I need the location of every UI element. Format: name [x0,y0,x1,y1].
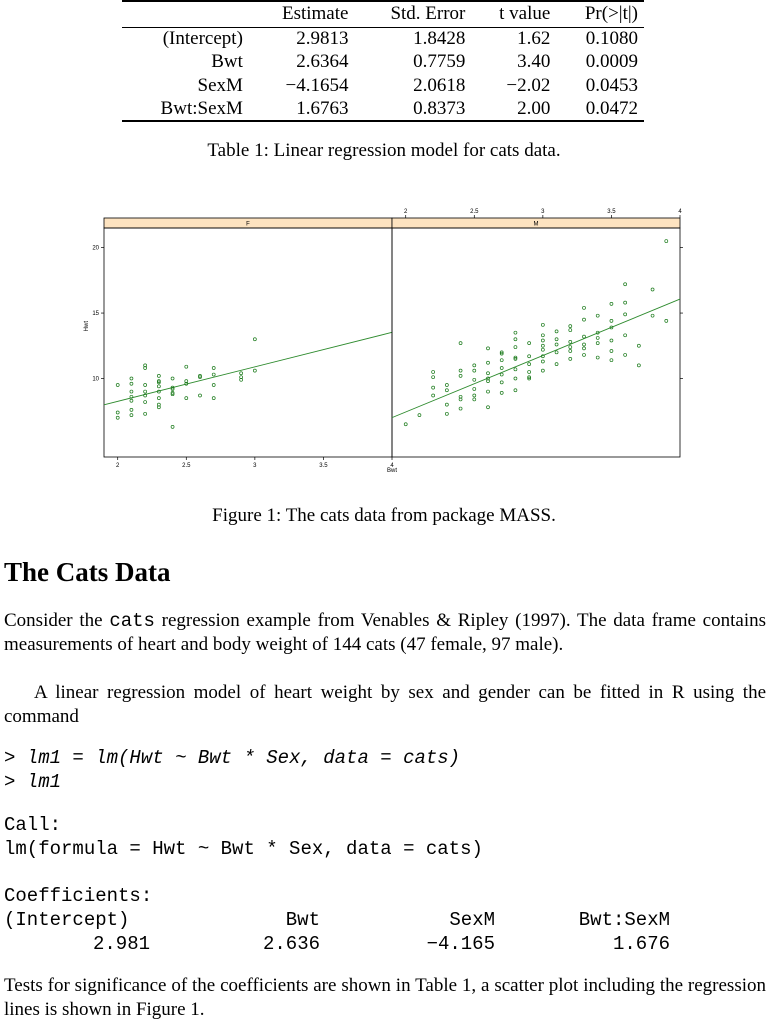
coef-names-row [4,908,672,932]
data-point [541,344,544,347]
table-cell: 3.40 [517,51,551,73]
section-title: The Cats Data [4,557,171,587]
table-header-cell: t value [499,3,551,25]
data-point [487,372,490,375]
data-point [157,374,160,377]
panel-frame [104,228,392,457]
data-point [514,377,517,380]
data-point [171,425,174,428]
table-cell: 1.62 [517,28,551,49]
data-point [240,372,243,375]
data-point [432,386,435,389]
x-tick-label: 2.5 [470,209,479,215]
data-point [610,339,613,342]
table-cell: 2.00 [517,97,551,119]
data-point [130,377,133,380]
code-output-label: Coefficients: [4,885,153,907]
data-point [432,394,435,397]
code-output-label: Call: [4,814,62,836]
table-row [122,74,644,98]
data-point [555,363,558,366]
data-point [610,319,613,322]
data-point [555,338,558,341]
data-point [583,343,586,346]
data-point [130,414,133,417]
data-point [596,314,599,317]
table-cell: 2.6364 [296,51,349,73]
table-cell: 0.0472 [585,97,638,119]
data-point [596,342,599,345]
data-point [130,382,133,385]
data-point [253,338,256,341]
regression-line [104,332,392,404]
paragraph-intro [4,609,766,657]
paragraph-model: A linear regression model of heart weight by sex and gender can be fitted in R using the command [4,682,766,727]
data-point [253,369,256,372]
table-row [122,51,644,75]
paragraph-text: Consider the [4,610,110,631]
inline-code: cats [109,610,155,632]
code-output-line: lm(formula = Hwt ~ Bwt * Sex, data = cats) [4,838,483,860]
data-point [637,364,640,367]
data-point [528,363,531,366]
panel-frame [392,228,680,457]
table-header-cell [122,1,249,27]
table-cell: Bwt:SexM [160,97,243,119]
data-point [199,394,202,397]
table-cell: 0.8373 [413,97,466,119]
data-point [610,350,613,353]
coef-value: 2.981 [92,933,150,955]
data-point [583,347,586,350]
data-point [541,323,544,326]
data-point [473,364,476,367]
table-cell: (Intercept) [162,28,243,49]
table-row [122,98,644,122]
table-cell: 0.0453 [585,74,638,96]
data-point [459,407,462,410]
data-point [473,394,476,397]
data-point [185,397,188,400]
coef-value: −4.165 [426,933,495,955]
data-point [459,369,462,372]
table-caption: Table 1: Linear regression model for cats data. [207,140,561,161]
regression-table [122,0,644,122]
data-point [144,390,147,393]
data-point [569,325,572,328]
data-point [514,368,517,371]
x-tick-label: 4 [390,463,394,469]
x-axis-label: Bwt [386,468,398,474]
data-point [583,318,586,321]
data-point [144,401,147,404]
data-point [583,306,586,309]
data-point [651,314,654,317]
data-point [610,302,613,305]
data-point [569,329,572,332]
coef-name: Bwt [285,909,320,931]
data-point [130,408,133,411]
data-point [528,370,531,373]
data-point [514,331,517,334]
table-cell: Bwt [211,51,243,73]
table-cell: SexM [197,74,243,96]
data-point [541,334,544,337]
data-point [500,359,503,362]
table-row [122,27,644,51]
data-point [487,361,490,364]
data-point [596,336,599,339]
data-point [624,283,627,286]
cats-scatter-figure [82,202,688,477]
data-point [157,385,160,388]
data-point [624,334,627,337]
table-cell: 1.8428 [413,28,466,49]
table-cell: 0.7759 [413,51,466,73]
x-tick-label: 2.5 [182,463,191,469]
x-tick-label: 2 [116,463,120,469]
x-tick-label: 3 [253,463,257,469]
data-point [445,384,448,387]
y-tick-label: 10 [92,376,99,383]
data-point [555,343,558,346]
panel-strip-label: M [533,221,539,228]
data-point [541,348,544,351]
table-cell: −4.1654 [285,74,349,96]
data-point [459,342,462,345]
data-point [487,390,490,393]
data-point [212,373,215,376]
data-point [116,411,119,414]
data-point [528,342,531,345]
figure-caption: Figure 1: The cats data from package MASS. [212,505,556,526]
coef-values-row [4,932,672,956]
y-tick-label: 20 [92,245,99,252]
table-cell: 2.9813 [296,28,349,49]
table-cell: 2.0618 [413,74,466,96]
data-point [665,240,668,243]
data-point [514,346,517,349]
data-point [459,374,462,377]
y-axis-label: Hwt [84,320,90,332]
data-point [130,399,133,402]
data-point [624,301,627,304]
data-point [432,376,435,379]
x-tick-label: 3.5 [319,463,328,469]
data-point [130,390,133,393]
data-point [569,357,572,360]
data-point [514,338,517,341]
coef-value: 2.636 [262,933,320,955]
table-cell: 0.0009 [585,51,638,73]
data-point [116,384,119,387]
paragraph-conclusion: Tests for significance of the coefficients are shown in Table 1, a scatter plot including the regression lines is shown in Figure 1. [4,975,766,1020]
data-point [445,412,448,415]
data-point [624,353,627,356]
data-point [473,387,476,390]
panel-strip-label: F [246,221,250,228]
coef-name: Bwt:SexM [578,909,670,931]
table-header-cell: Estimate [281,3,349,25]
data-point [500,391,503,394]
data-point [528,355,531,358]
code-input-line: > lm1 [4,771,62,793]
data-point [473,378,476,381]
x-tick-label: 2 [404,209,408,215]
data-point [651,288,654,291]
data-point [583,353,586,356]
data-point [500,367,503,370]
data-point [569,340,572,343]
table-cell: 1.6763 [296,97,349,119]
data-point [157,397,160,400]
coef-name: (Intercept) [4,909,130,931]
data-point [432,370,435,373]
coef-name: SexM [449,909,495,931]
data-point [445,389,448,392]
data-point [596,356,599,359]
data-point [569,350,572,353]
data-point [185,365,188,368]
paragraph-text: regression example from Venables & Ripley (1997). The data frame contains measurements of heart and body weight of 144 cats (47 female, 97 male). [4,610,766,655]
table-cell: −2.02 [506,74,551,96]
code-input-line: > lm1 = lm(Hwt ~ Bwt * Sex, data = cats) [4,747,461,769]
data-point [624,313,627,316]
data-point [487,347,490,350]
data-point [473,398,476,401]
data-point [171,377,174,380]
data-point [212,397,215,400]
x-tick-label: 3 [541,209,545,215]
data-point [445,403,448,406]
y-tick-label: 15 [92,311,99,318]
data-point [569,346,572,349]
x-tick-label: 3.5 [607,209,616,215]
data-point [514,389,517,392]
data-point [583,335,586,338]
table-header-cell: Std. Error [390,3,466,25]
data-point [555,330,558,333]
data-point [144,412,147,415]
regression-line [392,299,680,418]
data-point [555,351,558,354]
data-point [541,369,544,372]
data-point [665,319,668,322]
data-point [500,373,503,376]
data-point [487,406,490,409]
data-point [541,360,544,363]
table-header-row [122,1,644,27]
data-point [610,359,613,362]
data-point [418,414,421,417]
data-point [212,384,215,387]
data-point [116,416,119,419]
data-point [541,339,544,342]
table-header-cell: Pr(>|t|) [584,3,638,25]
x-tick-label: 4 [678,209,682,215]
data-point [500,381,503,384]
coef-value: 1.676 [612,933,670,955]
table-cell: 0.1080 [585,28,638,49]
data-point [404,423,407,426]
data-point [473,369,476,372]
data-point [212,367,215,370]
data-point [144,384,147,387]
data-point [637,344,640,347]
